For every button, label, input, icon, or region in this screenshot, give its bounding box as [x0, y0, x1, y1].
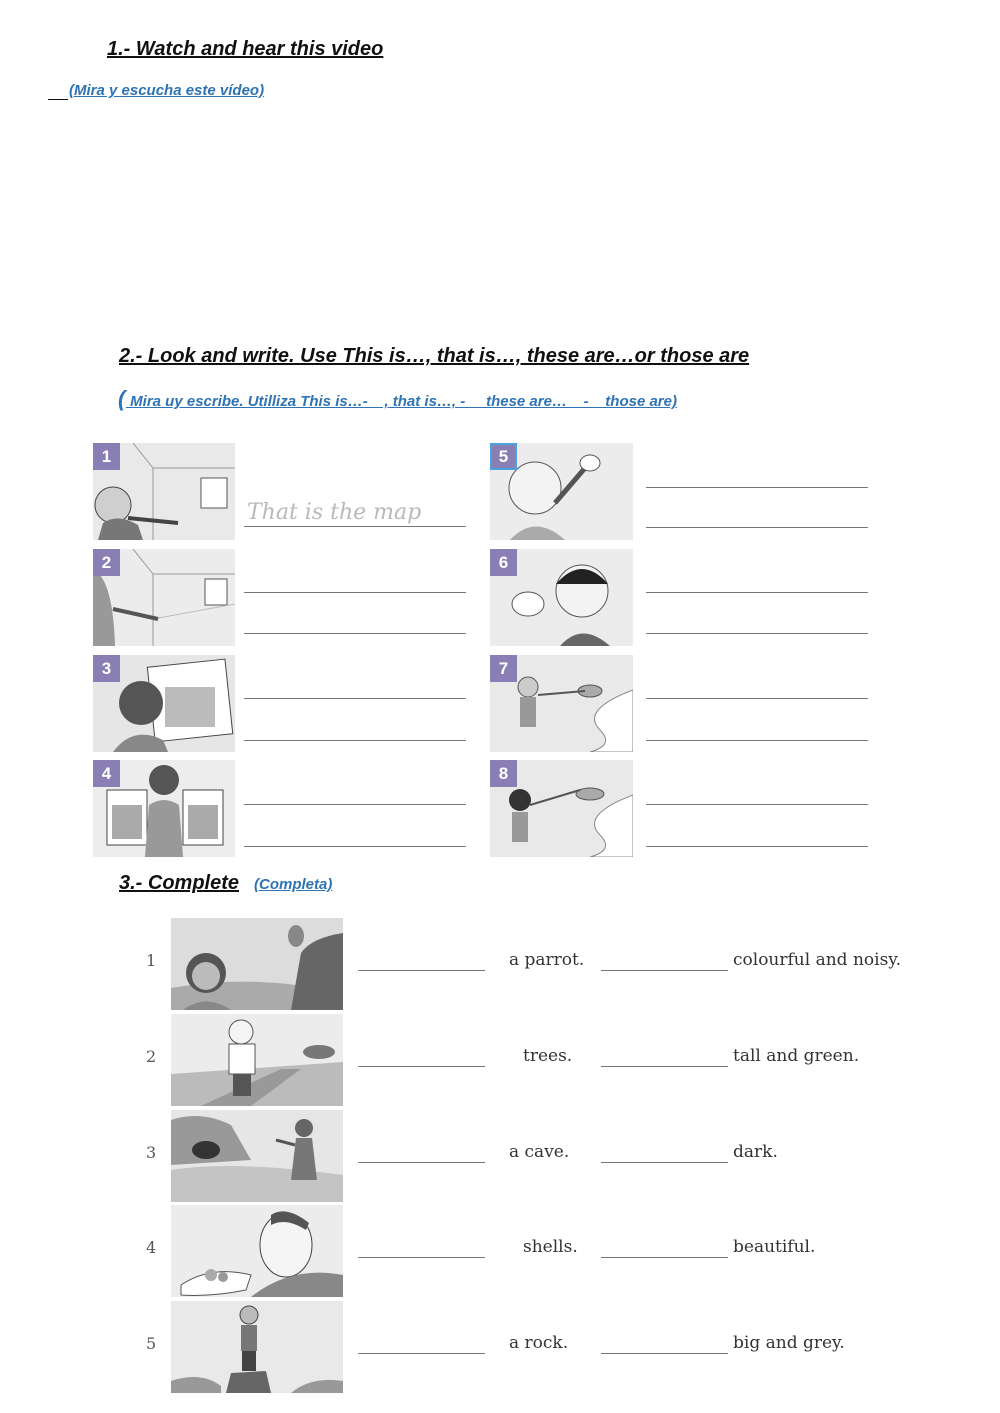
- answer-line[interactable]: [646, 527, 868, 528]
- picture-7: [490, 655, 633, 752]
- section-2-title: 2.- Look and write. Use This is…, that is…, these are…or those are: [119, 345, 750, 367]
- middle-text: shells.: [523, 1237, 578, 1257]
- blank-verb[interactable]: [601, 1162, 728, 1163]
- section-2-paren: (: [118, 386, 126, 411]
- picture-cave: [171, 1110, 343, 1202]
- answer-line[interactable]: [646, 698, 868, 699]
- section-3-subtitle: (Completa): [254, 876, 333, 893]
- answer-line[interactable]: [244, 633, 466, 634]
- blank-subject[interactable]: [358, 1353, 485, 1354]
- item-number-badge: 4: [93, 760, 120, 787]
- end-text: beautiful.: [733, 1237, 816, 1257]
- end-text: big and grey.: [733, 1333, 845, 1353]
- blank-subject[interactable]: [358, 970, 485, 971]
- section-1-title: 1.- Watch and hear this video: [107, 38, 384, 60]
- row-number: 5: [146, 1334, 157, 1353]
- answer-line[interactable]: [646, 846, 868, 847]
- picture-2: [93, 549, 235, 646]
- blank-subject[interactable]: [358, 1257, 485, 1258]
- item-number-badge: 7: [490, 655, 517, 682]
- item-number-badge: 8: [490, 760, 517, 787]
- picture-shells: [171, 1205, 343, 1297]
- item-number-badge: 5: [490, 443, 517, 470]
- answer-line[interactable]: [244, 740, 466, 741]
- picture-3: [93, 655, 235, 752]
- row-number: 3: [146, 1143, 157, 1162]
- blank-subject[interactable]: [358, 1162, 485, 1163]
- end-text: tall and green.: [733, 1046, 860, 1066]
- blank-verb[interactable]: [601, 1353, 728, 1354]
- picture-1: [93, 443, 235, 540]
- picture-rock: [171, 1301, 343, 1393]
- item-number-badge: 2: [93, 549, 120, 576]
- item-number-badge: 6: [490, 549, 517, 576]
- blank-subject[interactable]: [358, 1066, 485, 1067]
- answer-line[interactable]: [646, 804, 868, 805]
- answer-line[interactable]: [244, 846, 466, 847]
- blank-verb[interactable]: [601, 970, 728, 971]
- row-number: 2: [146, 1047, 157, 1066]
- middle-text: trees.: [523, 1046, 573, 1066]
- underline-lead: [48, 99, 68, 100]
- end-text: colourful and noisy.: [733, 950, 902, 970]
- blank-verb[interactable]: [601, 1066, 728, 1067]
- item-number-badge: 3: [93, 655, 120, 682]
- answer-line[interactable]: [646, 633, 868, 634]
- picture-trees: [171, 1014, 343, 1106]
- item-number-badge: 1: [93, 443, 120, 470]
- picture-parrot: [171, 918, 343, 1010]
- picture-8: [490, 760, 633, 857]
- answer-line[interactable]: [244, 804, 466, 805]
- picture-5: [490, 443, 633, 540]
- example-answer: That is the map: [247, 500, 422, 525]
- answer-line[interactable]: [244, 526, 466, 527]
- row-number: 1: [146, 951, 157, 970]
- answer-line[interactable]: [244, 698, 466, 699]
- blank-verb[interactable]: [601, 1257, 728, 1258]
- row-number: 4: [146, 1238, 157, 1257]
- section-3-title: 3.- Complete: [119, 872, 240, 894]
- answer-line[interactable]: [646, 592, 868, 593]
- middle-text: a cave.: [509, 1142, 570, 1162]
- section-2-subtitle: Mira uy escribe. Utilliza This is…- , that is…, - these are… - those are): [126, 393, 677, 410]
- section-1-subtitle: (Mira y escucha este vídeo): [69, 82, 265, 99]
- picture-6: [490, 549, 633, 646]
- middle-text: a rock.: [509, 1333, 569, 1353]
- middle-text: a parrot.: [509, 950, 585, 970]
- answer-line[interactable]: [646, 487, 868, 488]
- picture-4: [93, 760, 235, 857]
- end-text: dark.: [733, 1142, 778, 1162]
- answer-line[interactable]: [244, 592, 466, 593]
- answer-line[interactable]: [646, 740, 868, 741]
